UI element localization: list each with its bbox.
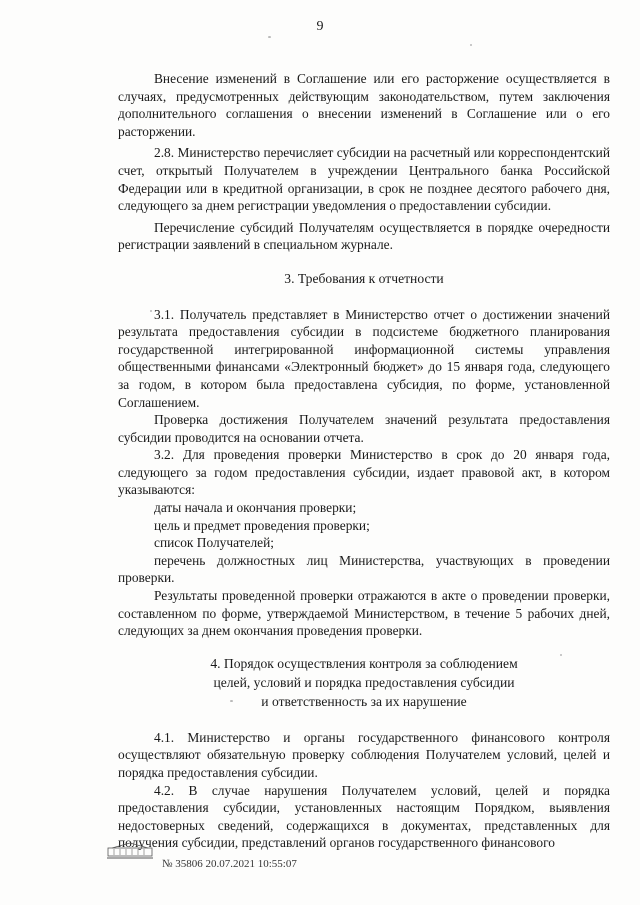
heading-line: целей, условий и порядка предоставления субсидии (213, 674, 515, 690)
scan-speck (150, 310, 152, 312)
building-logo-icon (106, 842, 154, 860)
section-heading (118, 654, 610, 711)
heading-line: и ответственность за их нарушение (261, 693, 467, 709)
heading-line: 4. Порядок осуществления контроля за соблюдением (210, 655, 518, 671)
page-number: 9 (316, 19, 324, 34)
document-body (118, 70, 610, 852)
paragraph: 4.1. Министерство и органы государственного финансового контроля осуществляют обязательную проверку соблюдения Получателем условий, целей и порядка предоставления субсидии. (118, 729, 610, 780)
list-item: даты начала и окончания проверки; (154, 500, 357, 516)
paragraph: 3.1. Получатель представляет в Министерство отчет о достижении значений результата предоставления субсидии в подсистеме бюджетного планирования государственной интегрированной информационной системы управления общественными финансами «Электронный бюджет» до 15 января года, следующего за годом, в котором была предоставлена субсидия, по форме, установленной Соглашением. (118, 306, 610, 410)
paragraph: Проверка достижения Получателем значений результата предоставления субсидии проводится на основании отчета. (118, 412, 610, 445)
paragraph: 3.2. Для проведения проверки Министерство в срок до 20 января года, следующего за годом предоставления субсидии, издает правовой акт, в котором указываются: (118, 447, 610, 498)
scan-speck (470, 44, 472, 46)
registration-footer: № 35806 20.07.2021 10:55:07 (162, 858, 297, 870)
list-item: цель и предмет проведения проверки; (154, 517, 370, 533)
list-item: список Получателей; (154, 535, 274, 551)
paragraph: Результаты проведенной проверки отражаются в акте о проведении проверки, составленном по форме, утверждаемой Министерством, в течение 5 рабочих дней, следующих за днем окончания проведения проверки. (118, 588, 610, 639)
paragraph: 2.8. Министерство перечисляет субсидии на расчетный или корреспондентский счет, открытый Получателем в учреждении Центрального банка Российской Федерации или в кредитной организации, в срок не позднее десятого рабочего дня, следующего за днем регистрации уведомления о предоставлении субсидии. (118, 145, 610, 214)
paragraph: Внесение изменений в Соглашение или его расторжение осуществляется в случаях, предусмотренных действующим законодательством, путем заключения дополнительного соглашения о внесении изменений в Соглашение или о его расторжении. (118, 71, 610, 139)
section-heading: 3. Требования к отчетности (284, 270, 444, 286)
scan-speck (268, 36, 271, 38)
paragraph: Перечисление субсидий Получателям осуществляется в порядке очередности регистрации заявлений в специальном журнале. (118, 219, 610, 253)
scan-speck (560, 654, 562, 656)
list-item: перечень должностных лиц Министерства, участвующих в проведении проверки. (118, 552, 610, 586)
paragraph: 4.2. В случае нарушения Получателем условий, целей и порядка предоставления субсидии, установленных настоящим Порядком, выявления недостоверных сведений, содержащихся в документах, представленных для получения субсидии, представлений органов государственного финансового (118, 782, 610, 851)
scan-speck (230, 700, 233, 702)
